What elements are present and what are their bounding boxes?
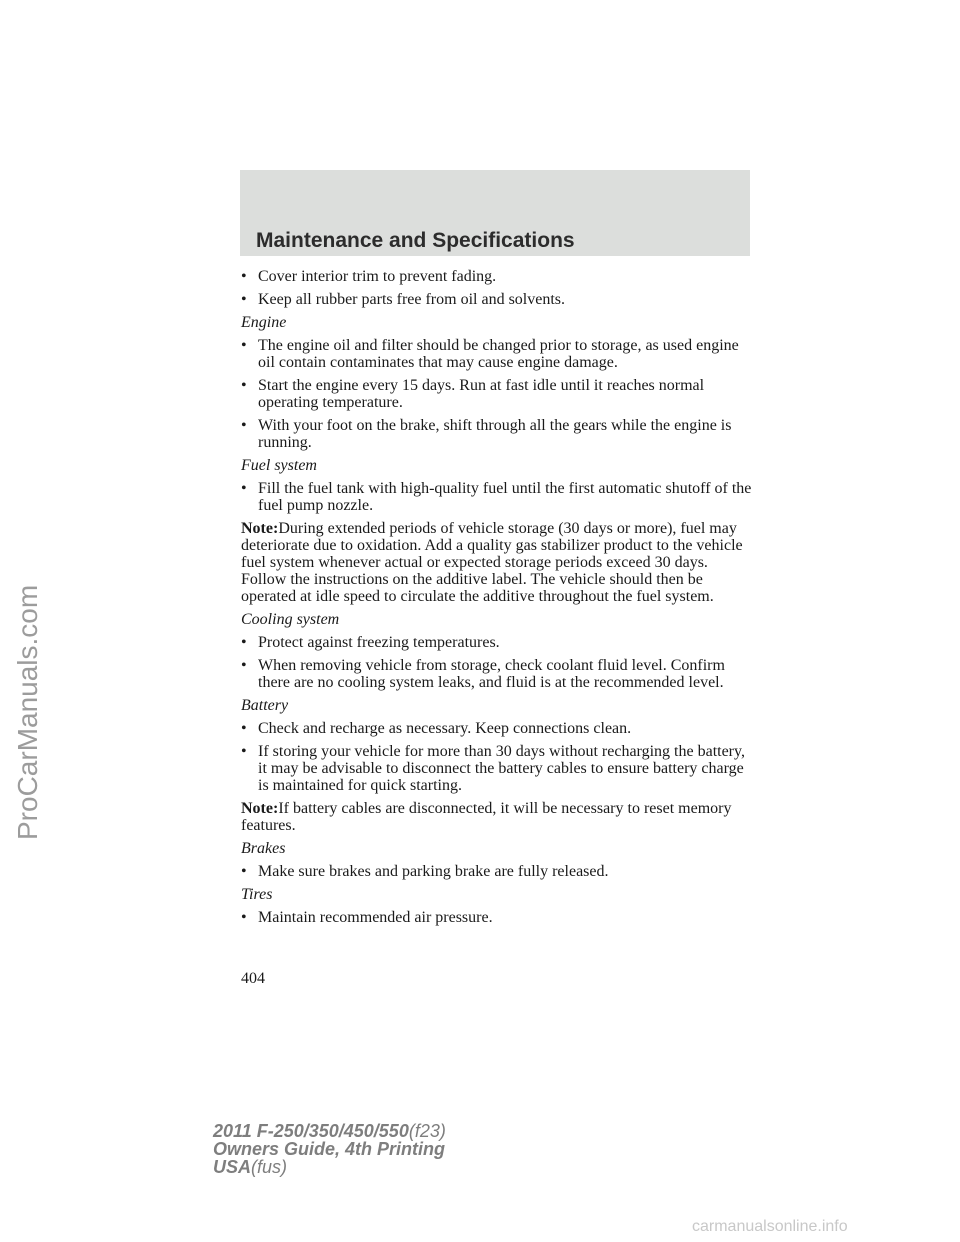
subsection-heading: Engine xyxy=(241,314,287,331)
side-watermark: ProCarManuals.com xyxy=(12,584,43,840)
page-number: 404 xyxy=(241,970,265,987)
bullet-item: • If storing your vehicle for more than 30 days without recharging the battery, it may be advisable to disconnect the battery cables to ensure battery charge is maintained for quick starting. xyxy=(241,743,753,794)
subsection-heading: Tires xyxy=(241,886,273,903)
bullet-item: • Cover interior trim to prevent fading. xyxy=(241,268,753,285)
bottom-watermark: carmanualsonline.info xyxy=(692,1218,848,1235)
bullet-item: • Keep all rubber parts free from oil and solvents. xyxy=(241,291,753,308)
subsection-heading: Battery xyxy=(241,697,289,714)
note-text: During extended periods of vehicle storage (30 days or more), fuel may deteriorate due to oxidation. Add a quality gas stabilizer product to the vehicle fuel system whenever actual or expected storage periods exceed 30 days. Follow the instructions on the additive label. The vehicle should then be operated at idle speed to circulate the additive throughout the fuel system. xyxy=(241,520,743,605)
bullet-item: • Make sure brakes and parking brake are fully released. xyxy=(241,863,753,880)
page-content xyxy=(241,268,753,932)
bullet-item: • The engine oil and filter should be changed prior to storage, as used engine oil contain contaminates that may cause engine damage. xyxy=(241,337,753,371)
note-paragraph xyxy=(241,800,753,834)
note-label: Note: xyxy=(241,800,279,817)
subsection-heading: Brakes xyxy=(241,840,286,857)
subsection-heading: Cooling system xyxy=(241,611,340,628)
footer-model-code: (f23) xyxy=(408,1121,446,1141)
note-text: If battery cables are disconnected, it will be necessary to reset memory features. xyxy=(241,800,732,834)
bullet-item: • Maintain recommended air pressure. xyxy=(241,909,753,926)
footer-region-code: (fus) xyxy=(251,1157,288,1177)
bullet-item: • Fill the fuel tank with high-quality fuel until the first automatic shutoff of the fuel pump nozzle. xyxy=(241,480,753,514)
footer-line-guide: Owners Guide, 4th Printing xyxy=(213,1139,446,1159)
footer xyxy=(213,1122,446,1176)
bullet-item: • Check and recharge as necessary. Keep connections clean. xyxy=(241,720,753,737)
bullet-item: • When removing vehicle from storage, check coolant fluid level. Confirm there are no cooling system leaks, and fluid is at the recommended level. xyxy=(241,657,753,691)
section-title: Maintenance and Specifications xyxy=(256,229,575,252)
note-label: Note: xyxy=(241,520,279,537)
footer-line-region xyxy=(213,1158,446,1176)
bullet-item: • With your foot on the brake, shift through all the gears while the engine is running. xyxy=(241,417,753,451)
footer-region: USA xyxy=(213,1157,252,1177)
bullet-item: • Protect against freezing temperatures. xyxy=(241,634,753,651)
note-paragraph xyxy=(241,520,753,605)
footer-model: 2011 F-250/350/450/550 xyxy=(213,1121,409,1141)
subsection-heading: Fuel system xyxy=(241,457,317,474)
bullet-item: • Start the engine every 15 days. Run at fast idle until it reaches normal operating temperature. xyxy=(241,377,753,411)
footer-line-model xyxy=(213,1122,446,1140)
